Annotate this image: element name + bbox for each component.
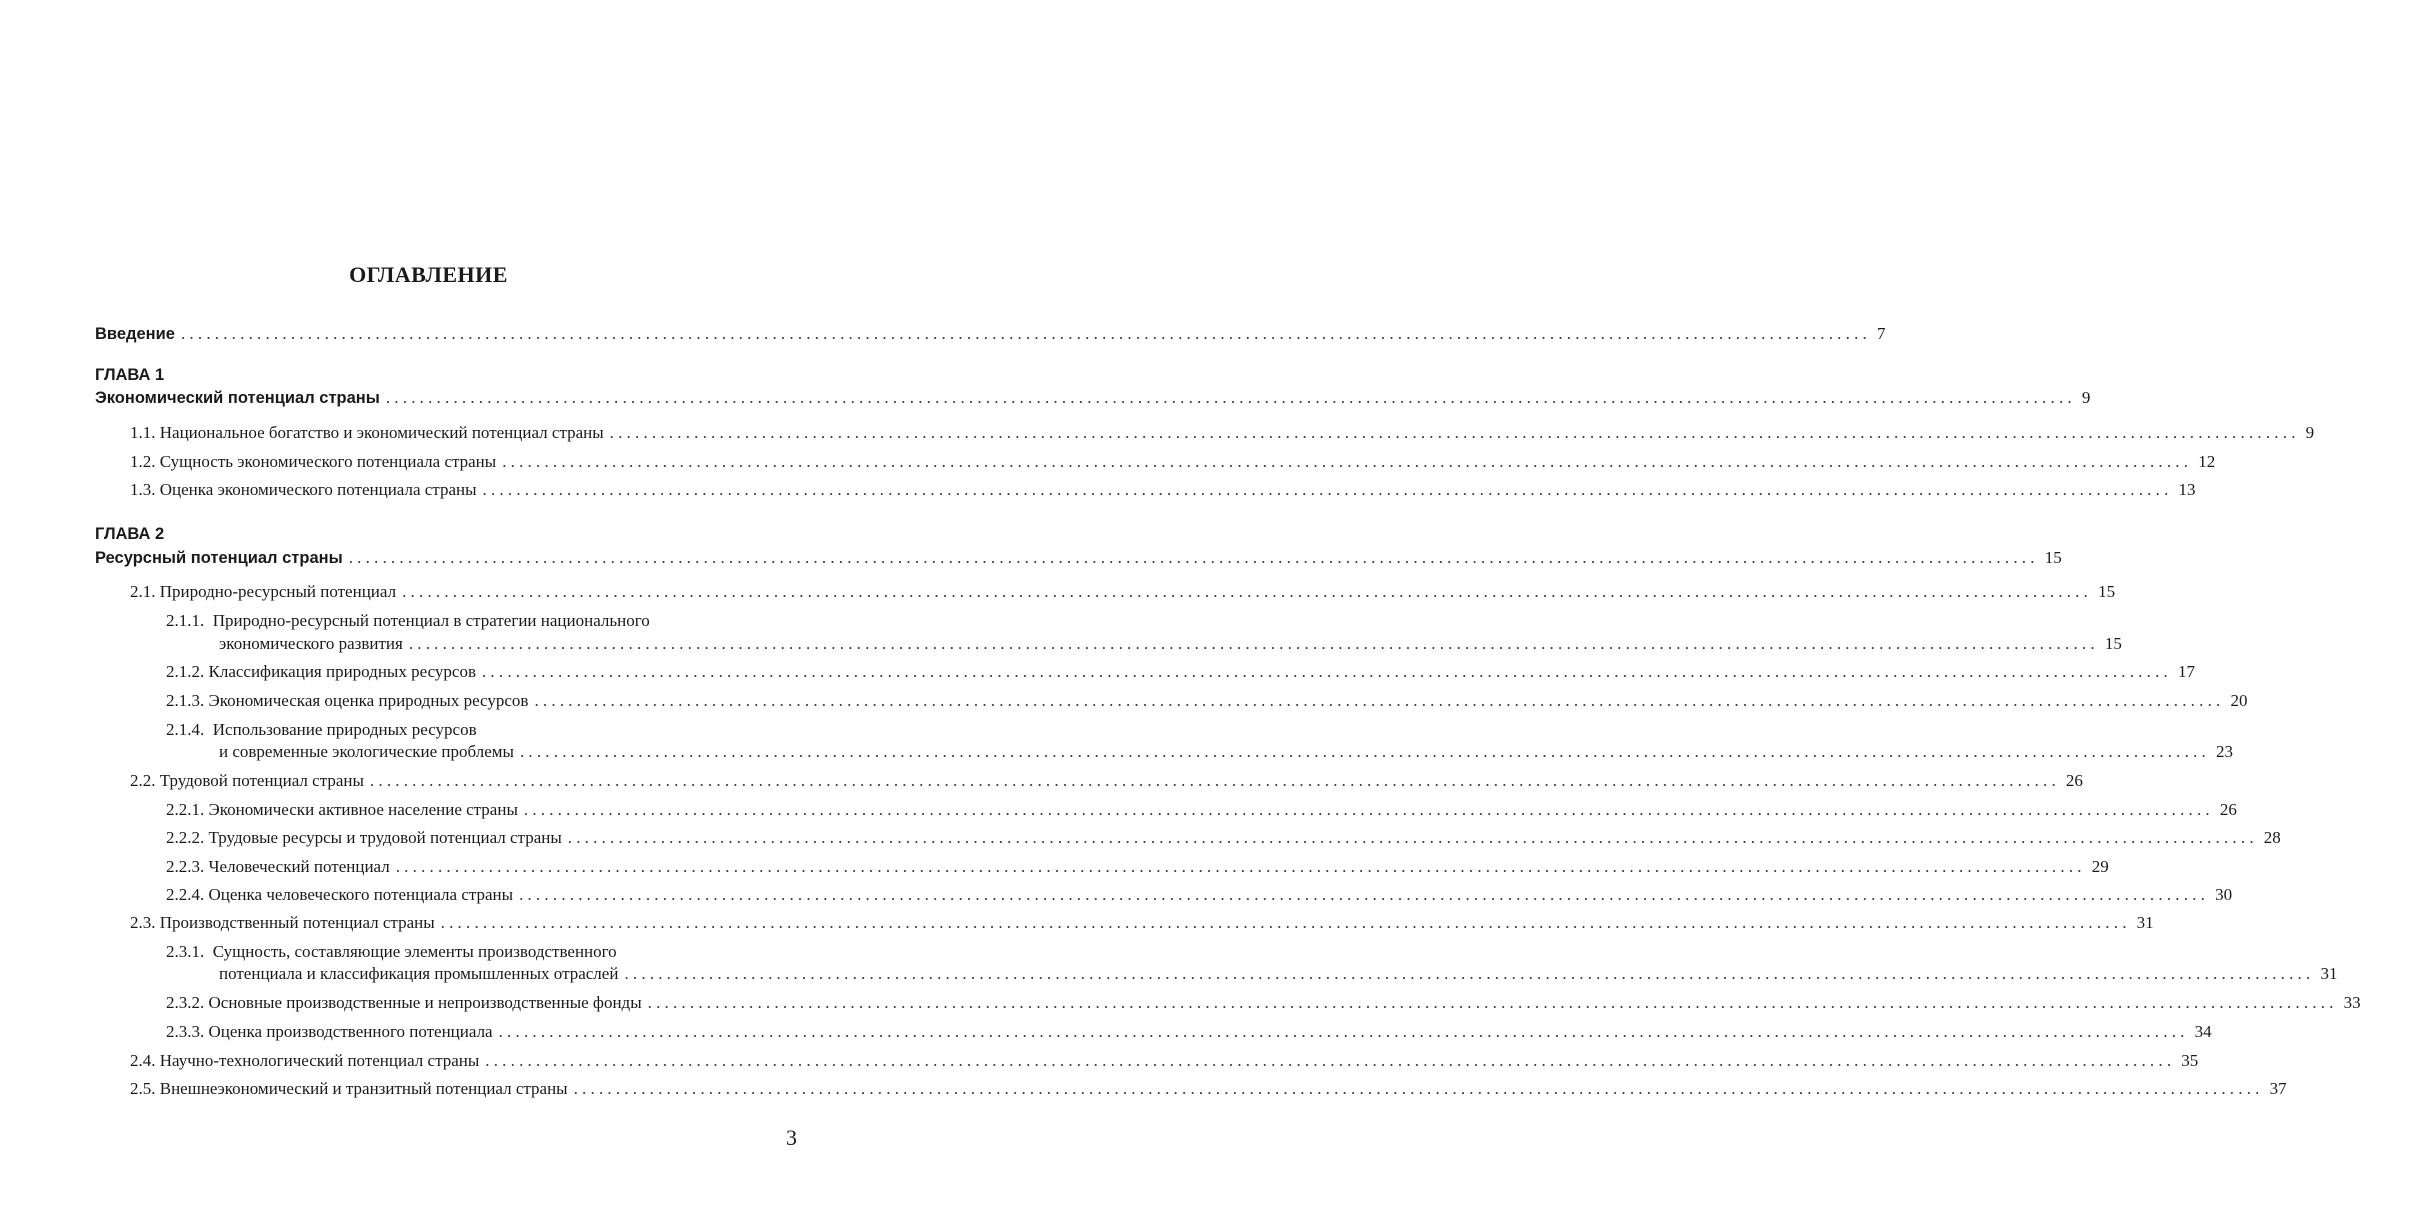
toc-page-number: 12 <box>2198 452 2216 471</box>
toc-section-number: 1.3. <box>130 480 156 499</box>
toc-entry[interactable] <box>130 451 2216 473</box>
toc-entry[interactable] <box>166 856 2109 878</box>
leader-dots: ........................................................................................................................................................................................................ <box>519 742 2210 761</box>
toc-entry-label: Научно-технологический потенциал страны <box>159 1051 480 1070</box>
toc-entry[interactable] <box>166 661 2195 683</box>
toc-page-number: 9 <box>2081 388 2091 407</box>
toc-entry[interactable] <box>166 799 2237 821</box>
toc-entry-label: Использование природных ресурсов <box>212 720 477 739</box>
toc-page-number: 31 <box>2136 913 2154 932</box>
toc-entry-label: Человеческий потенциал <box>208 857 390 876</box>
toc-entry-chapter2[interactable] <box>95 547 2062 569</box>
toc-section-number: 2.1.1. <box>166 611 205 630</box>
toc-page-number: 15 <box>2104 634 2122 653</box>
toc-entry-label: Ресурсный потенциал страны <box>95 549 343 567</box>
toc-entry-line[interactable] <box>166 719 477 741</box>
toc-entry-label: Экономическая оценка природных ресурсов <box>208 691 529 710</box>
toc-entry[interactable] <box>219 741 2233 763</box>
toc-page-number: 30 <box>2215 885 2233 904</box>
leader-dots: ........................................................................................................................................................................................................ <box>523 800 2214 819</box>
toc-page-number: 33 <box>2343 993 2361 1012</box>
toc-section-number: 2.3.3. <box>166 1022 205 1041</box>
toc-entry[interactable] <box>166 884 2233 906</box>
leader-dots: ........................................................................................................................................................................................................ <box>573 1079 2264 1098</box>
leader-dots: ........................................................................................................................................................................................................ <box>408 634 2099 653</box>
toc-entry-intro[interactable] <box>95 323 1886 345</box>
toc-entry[interactable] <box>130 770 2083 792</box>
toc-page-number: 13 <box>2178 480 2196 499</box>
toc-section-number: 2.1.3. <box>166 691 205 710</box>
page-title: ОГЛАВЛЕНИЕ <box>349 262 508 287</box>
toc-entry[interactable] <box>130 479 2196 501</box>
toc-section-number: 2.2.1. <box>166 800 205 819</box>
toc-entry-label: Экономический потенциал страны <box>95 389 380 407</box>
toc-page-number: 15 <box>2098 582 2116 601</box>
toc-section-number: 2.5. <box>130 1079 156 1098</box>
toc-section-number: 2.3.1. <box>166 942 205 961</box>
toc-entry-label: потенциала и классификация промышленных отраслей <box>219 964 619 983</box>
toc-entry-label: Введение <box>95 325 175 343</box>
toc-entry-line[interactable] <box>166 941 617 963</box>
toc-entry-label: Национальное богатство и экономический потенциал страны <box>159 423 604 442</box>
toc-entry[interactable] <box>166 1021 2212 1043</box>
leader-dots: ........................................................................................................................................................................................................ <box>481 662 2172 681</box>
leader-dots: ........................................................................................................................................................................................................ <box>567 828 2258 847</box>
toc-page-number: 7 <box>1876 324 1886 343</box>
toc-section-number: 2.2.3. <box>166 857 205 876</box>
toc-entry-label: Сущность экономического потенциала страны <box>159 452 497 471</box>
leader-dots: ........................................................................................................................................................................................................ <box>440 913 2131 932</box>
leader-dots: ........................................................................................................................................................................................................ <box>402 582 2093 601</box>
toc-section-number: 1.2. <box>130 452 156 471</box>
leader-dots: ........................................................................................................................................................................................................ <box>624 964 2315 983</box>
toc-page-number: 20 <box>2230 691 2248 710</box>
toc-section-number: 2.1.4. <box>166 720 205 739</box>
leader-dots: ........................................................................................................................................................................................................ <box>485 1051 2176 1070</box>
leader-dots: ........................................................................................................................................................................................................ <box>609 423 2300 442</box>
toc-section-number: 2.2.4. <box>166 885 205 904</box>
leader-dots: ........................................................................................................................................................................................................ <box>369 771 2060 790</box>
toc-entry[interactable] <box>130 912 2154 934</box>
toc-entry[interactable] <box>219 633 2122 655</box>
toc-section-number: 2.3. <box>130 913 156 932</box>
toc-entry-label: Природно-ресурсный потенциал <box>159 582 397 601</box>
toc-entry[interactable] <box>130 1078 2287 1100</box>
toc-entry-label: Основные производственные и непроизводственные фонды <box>208 993 642 1012</box>
toc-entry[interactable] <box>166 992 2361 1014</box>
toc-section-number: 1.1. <box>130 423 156 442</box>
toc-entry-label: Экономически активное население страны <box>208 800 518 819</box>
toc-entry[interactable] <box>130 1050 2199 1072</box>
toc-page-number: 29 <box>2091 857 2109 876</box>
toc-section-number: 2.2. <box>130 771 156 790</box>
leader-dots: ........................................................................................................................................................................................................ <box>482 480 2173 499</box>
toc-entry-chapter1[interactable] <box>95 387 2091 409</box>
toc-entry[interactable] <box>166 827 2281 849</box>
toc-page-number: 26 <box>2219 800 2237 819</box>
toc-page-number: 15 <box>2044 548 2062 567</box>
toc-entry-label: экономического развития <box>219 634 403 653</box>
toc-entry[interactable] <box>219 963 2338 985</box>
toc-page-number: 17 <box>2177 662 2195 681</box>
toc-entry-label: Сущность, составляющие элементы производственного <box>212 942 617 961</box>
toc-section-number: 2.1. <box>130 582 156 601</box>
toc-page-number: 34 <box>2194 1022 2212 1041</box>
leader-dots: ........................................................................................................................................................................................................ <box>502 452 2193 471</box>
toc-page-number: 31 <box>2320 964 2338 983</box>
toc-section-number: 2.3.2. <box>166 993 205 1012</box>
leader-dots: ........................................................................................................................................................................................................ <box>180 324 1871 343</box>
toc-page-number: 26 <box>2065 771 2083 790</box>
leader-dots: ........................................................................................................................................................................................................ <box>348 548 2039 567</box>
leader-dots: ........................................................................................................................................................................................................ <box>519 885 2210 904</box>
leader-dots: ........................................................................................................................................................................................................ <box>385 388 2076 407</box>
toc-page-number: 37 <box>2269 1079 2287 1098</box>
leader-dots: ........................................................................................................................................................................................................ <box>395 857 2086 876</box>
toc-entry-label: Трудовой потенциал страны <box>159 771 364 790</box>
toc-section-number: 2.4. <box>130 1051 156 1070</box>
toc-page-number: 28 <box>2263 828 2281 847</box>
toc-entry-label: и современные экологические проблемы <box>219 742 514 761</box>
toc-page-number: 23 <box>2215 742 2233 761</box>
leader-dots: ........................................................................................................................................................................................................ <box>498 1022 2189 1041</box>
chapter-heading: ГЛАВА 1 <box>95 366 165 384</box>
toc-entry[interactable] <box>130 581 2116 603</box>
toc-section-number: 2.1.2. <box>166 662 205 681</box>
toc-entry-label: Производственный потенциал страны <box>159 913 435 932</box>
toc-entry-label: Оценка человеческого потенциала страны <box>208 885 514 904</box>
toc-section-number: 2.2.2. <box>166 828 205 847</box>
leader-dots: ........................................................................................................................................................................................................ <box>647 993 2338 1012</box>
toc-page-number: 9 <box>2305 423 2315 442</box>
toc-entry-label: Трудовые ресурсы и трудовой потенциал страны <box>208 828 562 847</box>
leader-dots: ........................................................................................................................................................................................................ <box>534 691 2225 710</box>
toc-entry-line[interactable] <box>166 610 650 632</box>
toc-entry-label: Классификация природных ресурсов <box>208 662 476 681</box>
chapter-heading: ГЛАВА 2 <box>95 525 165 543</box>
toc-entry[interactable] <box>130 422 2315 444</box>
page-number: 3 <box>786 1125 797 1150</box>
toc-entry[interactable] <box>166 690 2248 712</box>
toc-page-number: 35 <box>2181 1051 2199 1070</box>
toc-entry-label: Природно-ресурсный потенциал в стратегии национального <box>212 611 650 630</box>
toc-entry-label: Оценка производственного потенциала <box>208 1022 493 1041</box>
toc-entry-label: Внешнеэкономический и транзитный потенциал страны <box>159 1079 568 1098</box>
toc-entry-label: Оценка экономического потенциала страны <box>159 480 477 499</box>
